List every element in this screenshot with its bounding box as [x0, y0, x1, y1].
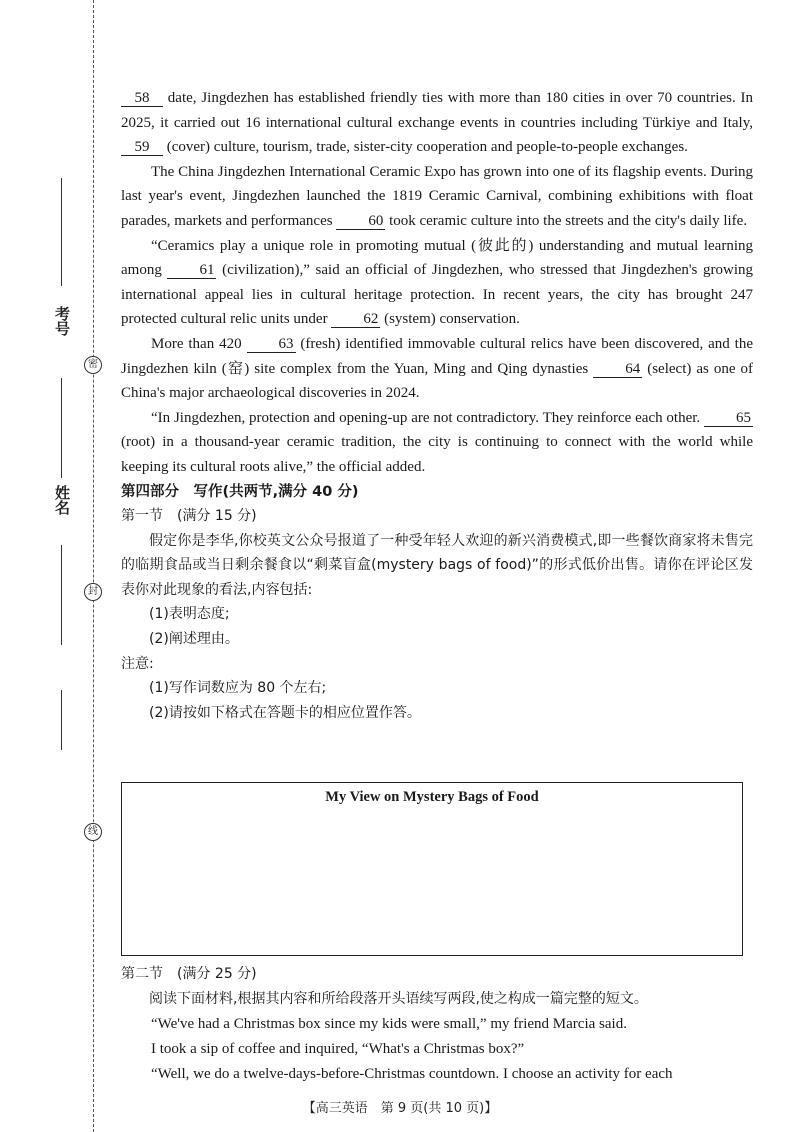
p1-text-1: date, Jingdezhen has established friendly ties with more than 180 cities in over 70 countries. In 2025, it carried out 16 international cultural exchange events in countries including Türkiye and Italy,	[121, 90, 753, 131]
section2-title: 第二节 (满分 25 分)	[121, 966, 257, 982]
blank-59[interactable]: 59	[121, 139, 163, 156]
answer-box-title: My View on Mystery Bags of Food	[325, 789, 539, 805]
p5-text-1: “In Jingdezhen, protection and opening-up are not contradictory. They reinforce each other.	[151, 409, 704, 426]
story-line-1: “We've had a Christmas box since my kids were small,” my friend Marcia said.	[151, 1016, 627, 1032]
story-line-2: I took a sip of coffee and inquired, “What's a Christmas box?”	[151, 1041, 525, 1057]
paragraph-2	[121, 160, 753, 234]
class-underline	[61, 545, 62, 645]
p2-text-2: took ceramic culture into the streets and the city's daily life.	[385, 212, 748, 229]
blank-60[interactable]: 60	[336, 213, 385, 230]
note-label: 注意:	[121, 655, 154, 672]
exam-no-underline	[61, 178, 62, 286]
page-footer: 【高三英语 第 9 页(共 10 页)】	[302, 1101, 498, 1116]
section1-item-1: (1)表明态度;	[149, 606, 230, 623]
paragraph-1	[121, 86, 753, 160]
paragraph-3	[121, 234, 753, 332]
p1-text-2: (cover) culture, tourism, trade, sister-city cooperation and people-to-people exchanges.	[163, 139, 688, 156]
paragraph-5	[121, 406, 753, 480]
p4-text-3: (select) as one of China's major archaeological discoveries in 2024.	[121, 360, 753, 402]
seal-mark-feng: 封	[84, 583, 102, 601]
exam-no-label: 考号	[53, 306, 71, 336]
seal-mark-mi: 密	[84, 356, 102, 374]
paragraph-4	[121, 332, 753, 406]
p5-text-2: (root) in a thousand-year ceramic tradition, the city is continuing to connect with the world while keeping its cultural roots alive,” the official added.	[121, 434, 753, 475]
section1-title: 第一节 (满分 15 分)	[121, 508, 257, 525]
part4-heading: 第四部分 写作(共两节,满分 40 分)	[121, 483, 359, 500]
section2	[121, 962, 753, 1087]
p3-text-1: “Ceramics play a unique role in promoting mutual (彼此的) understanding and mutual learning among	[121, 237, 753, 279]
p4-text-1: More than 420	[151, 335, 247, 352]
note-item-2: (2)请按如下格式在答题卡的相应位置作答。	[149, 704, 421, 721]
blank-65[interactable]: 65	[704, 410, 753, 427]
blank-64[interactable]: 64	[593, 361, 642, 378]
section2-prompt: 阅读下面材料,根据其内容和所给段落开头语续写两段,使之构成一篇完整的短文。	[149, 991, 648, 1007]
section1-item-2: (2)阐述理由。	[149, 631, 239, 648]
writing-answer-box[interactable]	[121, 782, 743, 956]
p3-text-3: (system) conservation.	[380, 311, 520, 328]
name-underline	[61, 378, 62, 478]
story-line-3: “Well, we do a twelve-days-before-Christmas countdown. I choose an activity for each	[151, 1066, 673, 1082]
note-item-1: (1)写作词数应为 80 个左右;	[149, 680, 327, 697]
p3-text-2: (civilization),” said an official of Jingdezhen, who stressed that Jingdezhen's growing international appeal lies in cultural heritage protection. In recent years, the city has brought 247 protected cultural relic units under	[121, 262, 753, 328]
section1-prompt: 假定你是李华,你校英文公众号报道了一种受年轻人欢迎的新兴消费模式,即一些餐饮商家将未售完的临期食品或当日剩余餐食以“剩菜盲盒(mystery bags of food)”的形式低价出售。请你在评论区发表你对此现象的看法,内容包括:	[121, 532, 753, 598]
binding-dashed-line	[93, 0, 94, 1132]
school-underline	[61, 690, 62, 750]
seal-mark-xian: 线	[84, 823, 102, 841]
p2-text-1: The China Jingdezhen International Ceramic Expo has grown into one of its flagship events. During last year's event, Jingdezhen launched the 1819 Ceramic Carnival, combining exhibitions with float parades, markets and performances	[121, 163, 753, 229]
passage	[121, 86, 753, 725]
blank-63[interactable]: 63	[247, 336, 296, 353]
p4-text-2: (fresh) identified immovable cultural relics have been discovered, and the Jingdezhen kiln (窑) site complex from the Yuan, Ming and Qing dynasties	[121, 335, 753, 377]
blank-61[interactable]: 61	[167, 262, 216, 279]
name-label: 姓名	[53, 485, 71, 515]
blank-58[interactable]: 58	[121, 90, 163, 107]
blank-62[interactable]: 62	[331, 311, 380, 328]
